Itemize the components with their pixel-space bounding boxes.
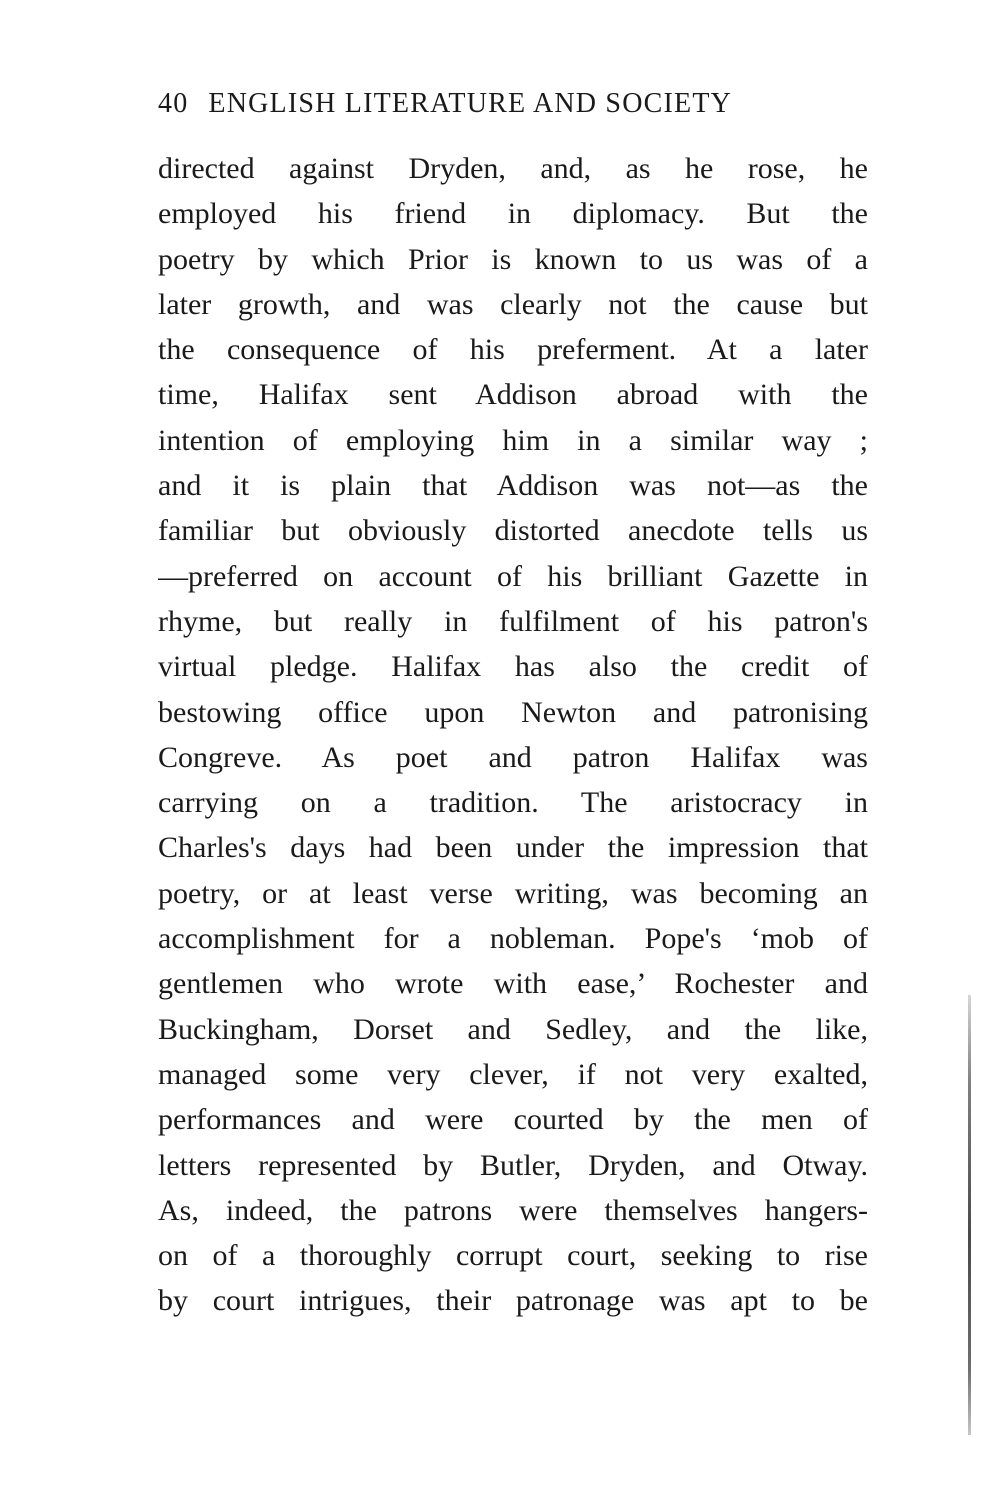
page-number: 40 <box>158 88 189 119</box>
text-line: and it is plain that Addison was not—as the <box>158 469 868 503</box>
text-line: accomplishment for a nobleman. Pope's ‘mob of <box>158 922 868 956</box>
text-line: —preferred on account of his brilliant Gazette in <box>158 559 868 593</box>
text-line: gentlemen who wrote with ease,’ Rochester and <box>158 967 868 1001</box>
text-line: Buckingham, Dorset and Sedley, and the like, <box>158 1012 868 1046</box>
text-line: poetry, or at least verse writing, was becoming an <box>158 876 868 910</box>
text-line: by court intrigues, their patronage was apt to be <box>158 1284 868 1318</box>
text-line: familiar but obviously distorted anecdote tells us <box>158 514 868 548</box>
text-line: Charles's days had been under the impression that <box>158 831 868 865</box>
text-line: letters represented by Butler, Dryden, and Otway. <box>158 1148 868 1182</box>
scan-edge-shadow <box>968 995 971 1435</box>
text-line: directed against Dryden, and, as he rose, he <box>158 152 868 185</box>
running-title: ENGLISH LITERATURE AND SOCIETY <box>208 88 733 119</box>
text-line: As, indeed, the patrons were themselves hangers- <box>158 1193 868 1227</box>
text-line: managed some very clever, if not very exalted, <box>158 1057 868 1091</box>
text-line: employed his friend in diplomacy. But the <box>158 197 868 231</box>
text-line: poetry by which Prior is known to us was of a <box>158 242 868 276</box>
text-line: virtual pledge. Halifax has also the credit of <box>158 650 868 684</box>
text-line: rhyme, but really in fulfilment of his patron's <box>158 604 868 638</box>
text-line: bestowing office upon Newton and patronising <box>158 695 868 729</box>
body-text <box>158 146 868 1324</box>
text-line: the consequence of his preferment. At a later <box>158 333 868 367</box>
text-line: on of a thoroughly corrupt court, seeking to rise <box>158 1239 868 1273</box>
text-line: later growth, and was clearly not the cause but <box>158 287 868 321</box>
text-line: performances and were courted by the men of <box>158 1103 868 1137</box>
text-line: carrying on a tradition. The aristocracy in <box>158 786 868 820</box>
text-line: time, Halifax sent Addison abroad with the <box>158 378 868 412</box>
text-line: intention of employing him in a similar way ; <box>158 423 868 457</box>
text-line: Congreve. As poet and patron Halifax was <box>158 740 868 774</box>
page-header <box>158 82 868 126</box>
